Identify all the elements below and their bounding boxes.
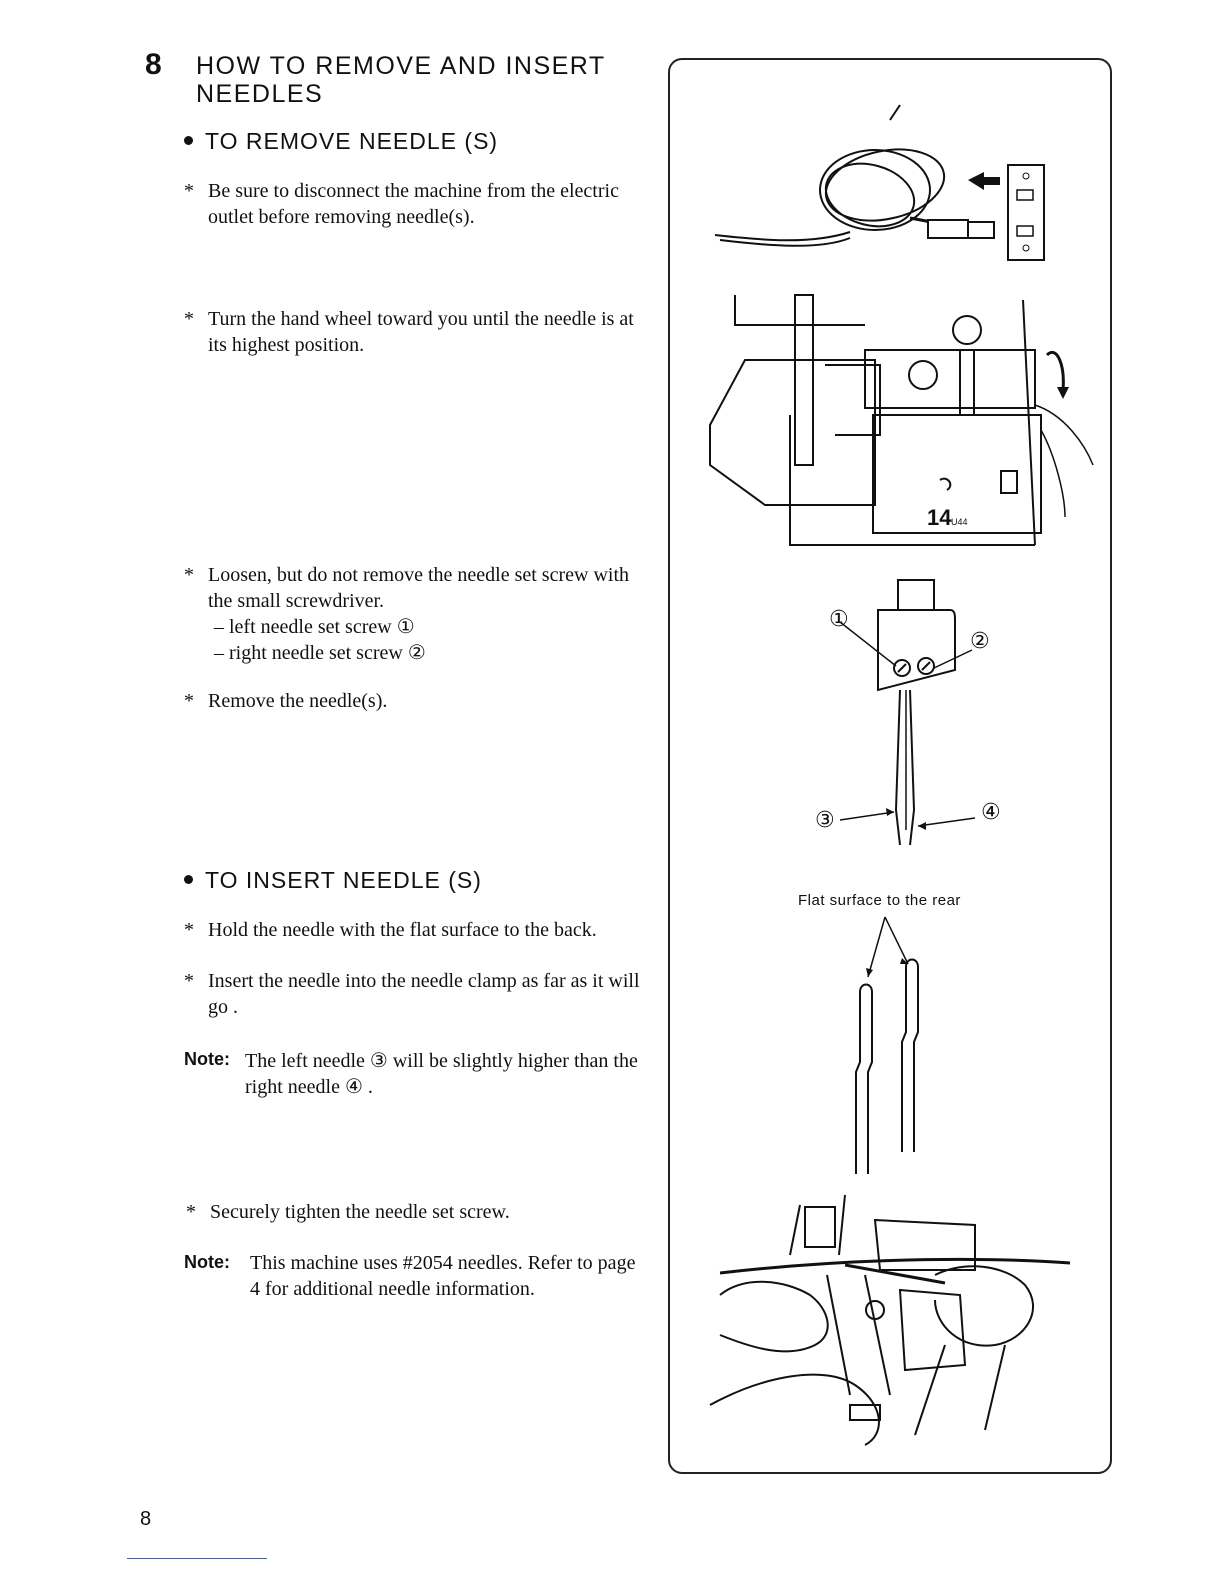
figure-caption: Flat surface to the rear xyxy=(798,892,961,909)
remove-step-2-text: Turn the hand wheel toward you until the needle is at its highest position. xyxy=(208,308,634,356)
insert-heading xyxy=(184,867,482,894)
remove-heading xyxy=(184,128,498,155)
insert-step-2 xyxy=(184,968,644,1020)
callout-2: ② xyxy=(970,629,990,654)
remove-heading-text: TO REMOVE NEEDLE (S) xyxy=(205,128,499,154)
note-2-label: Note: xyxy=(184,1252,230,1272)
callout-3: ③ xyxy=(815,808,835,833)
note-2-text: This machine uses #2054 needles. Refer to page 4 for additional needle information. xyxy=(250,1252,636,1300)
insert-step-1 xyxy=(184,917,668,943)
callout-4: ④ xyxy=(981,800,1001,825)
asterisk-icon: * xyxy=(184,690,194,712)
asterisk-icon: * xyxy=(184,919,194,941)
bullet-dot-icon xyxy=(184,875,193,884)
page-number: 8 xyxy=(140,1508,152,1530)
remove-step-3-left: – left needle set screw ① xyxy=(214,616,415,638)
remove-step-1 xyxy=(184,178,642,230)
asterisk-icon: * xyxy=(184,180,194,202)
power-cord-illustration xyxy=(700,100,1100,280)
insert-step-3-text: Securely tighten the needle set screw. xyxy=(210,1201,510,1223)
remove-step-4-text: Remove the needle(s). xyxy=(208,690,388,712)
asterisk-icon: * xyxy=(184,308,194,330)
note-1-label: Note: xyxy=(184,1049,230,1069)
remove-step-1-text: Be sure to disconnect the machine from the electric outlet before removing needle(s). xyxy=(208,180,619,228)
machine-model-label: 14 xyxy=(927,505,952,530)
insert-step-3 xyxy=(186,1199,670,1225)
asterisk-icon: * xyxy=(184,970,194,992)
bullet-dot-icon xyxy=(184,136,193,145)
asterisk-icon: * xyxy=(184,564,194,586)
remove-step-3-right: – right needle set screw ② xyxy=(214,642,426,664)
needle-orientation-illustration xyxy=(840,912,940,1182)
remove-step-3 xyxy=(184,562,642,666)
insert-step-2-text: Insert the needle into the needle clamp as far as it will go . xyxy=(208,970,640,1018)
machine-front-illustration xyxy=(705,295,1100,560)
insert-heading-text: TO INSERT NEEDLE (S) xyxy=(205,867,482,893)
remove-step-2 xyxy=(184,306,642,358)
insert-step-1-text: Hold the needle with the flat surface to the back. xyxy=(208,919,597,941)
section-title: HOW TO REMOVE AND INSERT NEEDLES xyxy=(196,52,606,108)
remove-step-3-text: Loosen, but do not remove the needle set screw with the small screwdriver. xyxy=(208,564,629,612)
callout-1: ① xyxy=(829,607,849,632)
remove-step-4 xyxy=(184,688,668,714)
hands-inserting-needle-illustration xyxy=(705,1195,1100,1450)
section-number: 8 xyxy=(145,48,162,81)
machine-model-sublabel: U44 xyxy=(951,517,968,527)
footer-rule xyxy=(127,1558,267,1559)
note-1-text: The left needle ③ will be slightly higher than the right needle ④ . xyxy=(245,1050,638,1098)
asterisk-icon: * xyxy=(186,1201,196,1223)
